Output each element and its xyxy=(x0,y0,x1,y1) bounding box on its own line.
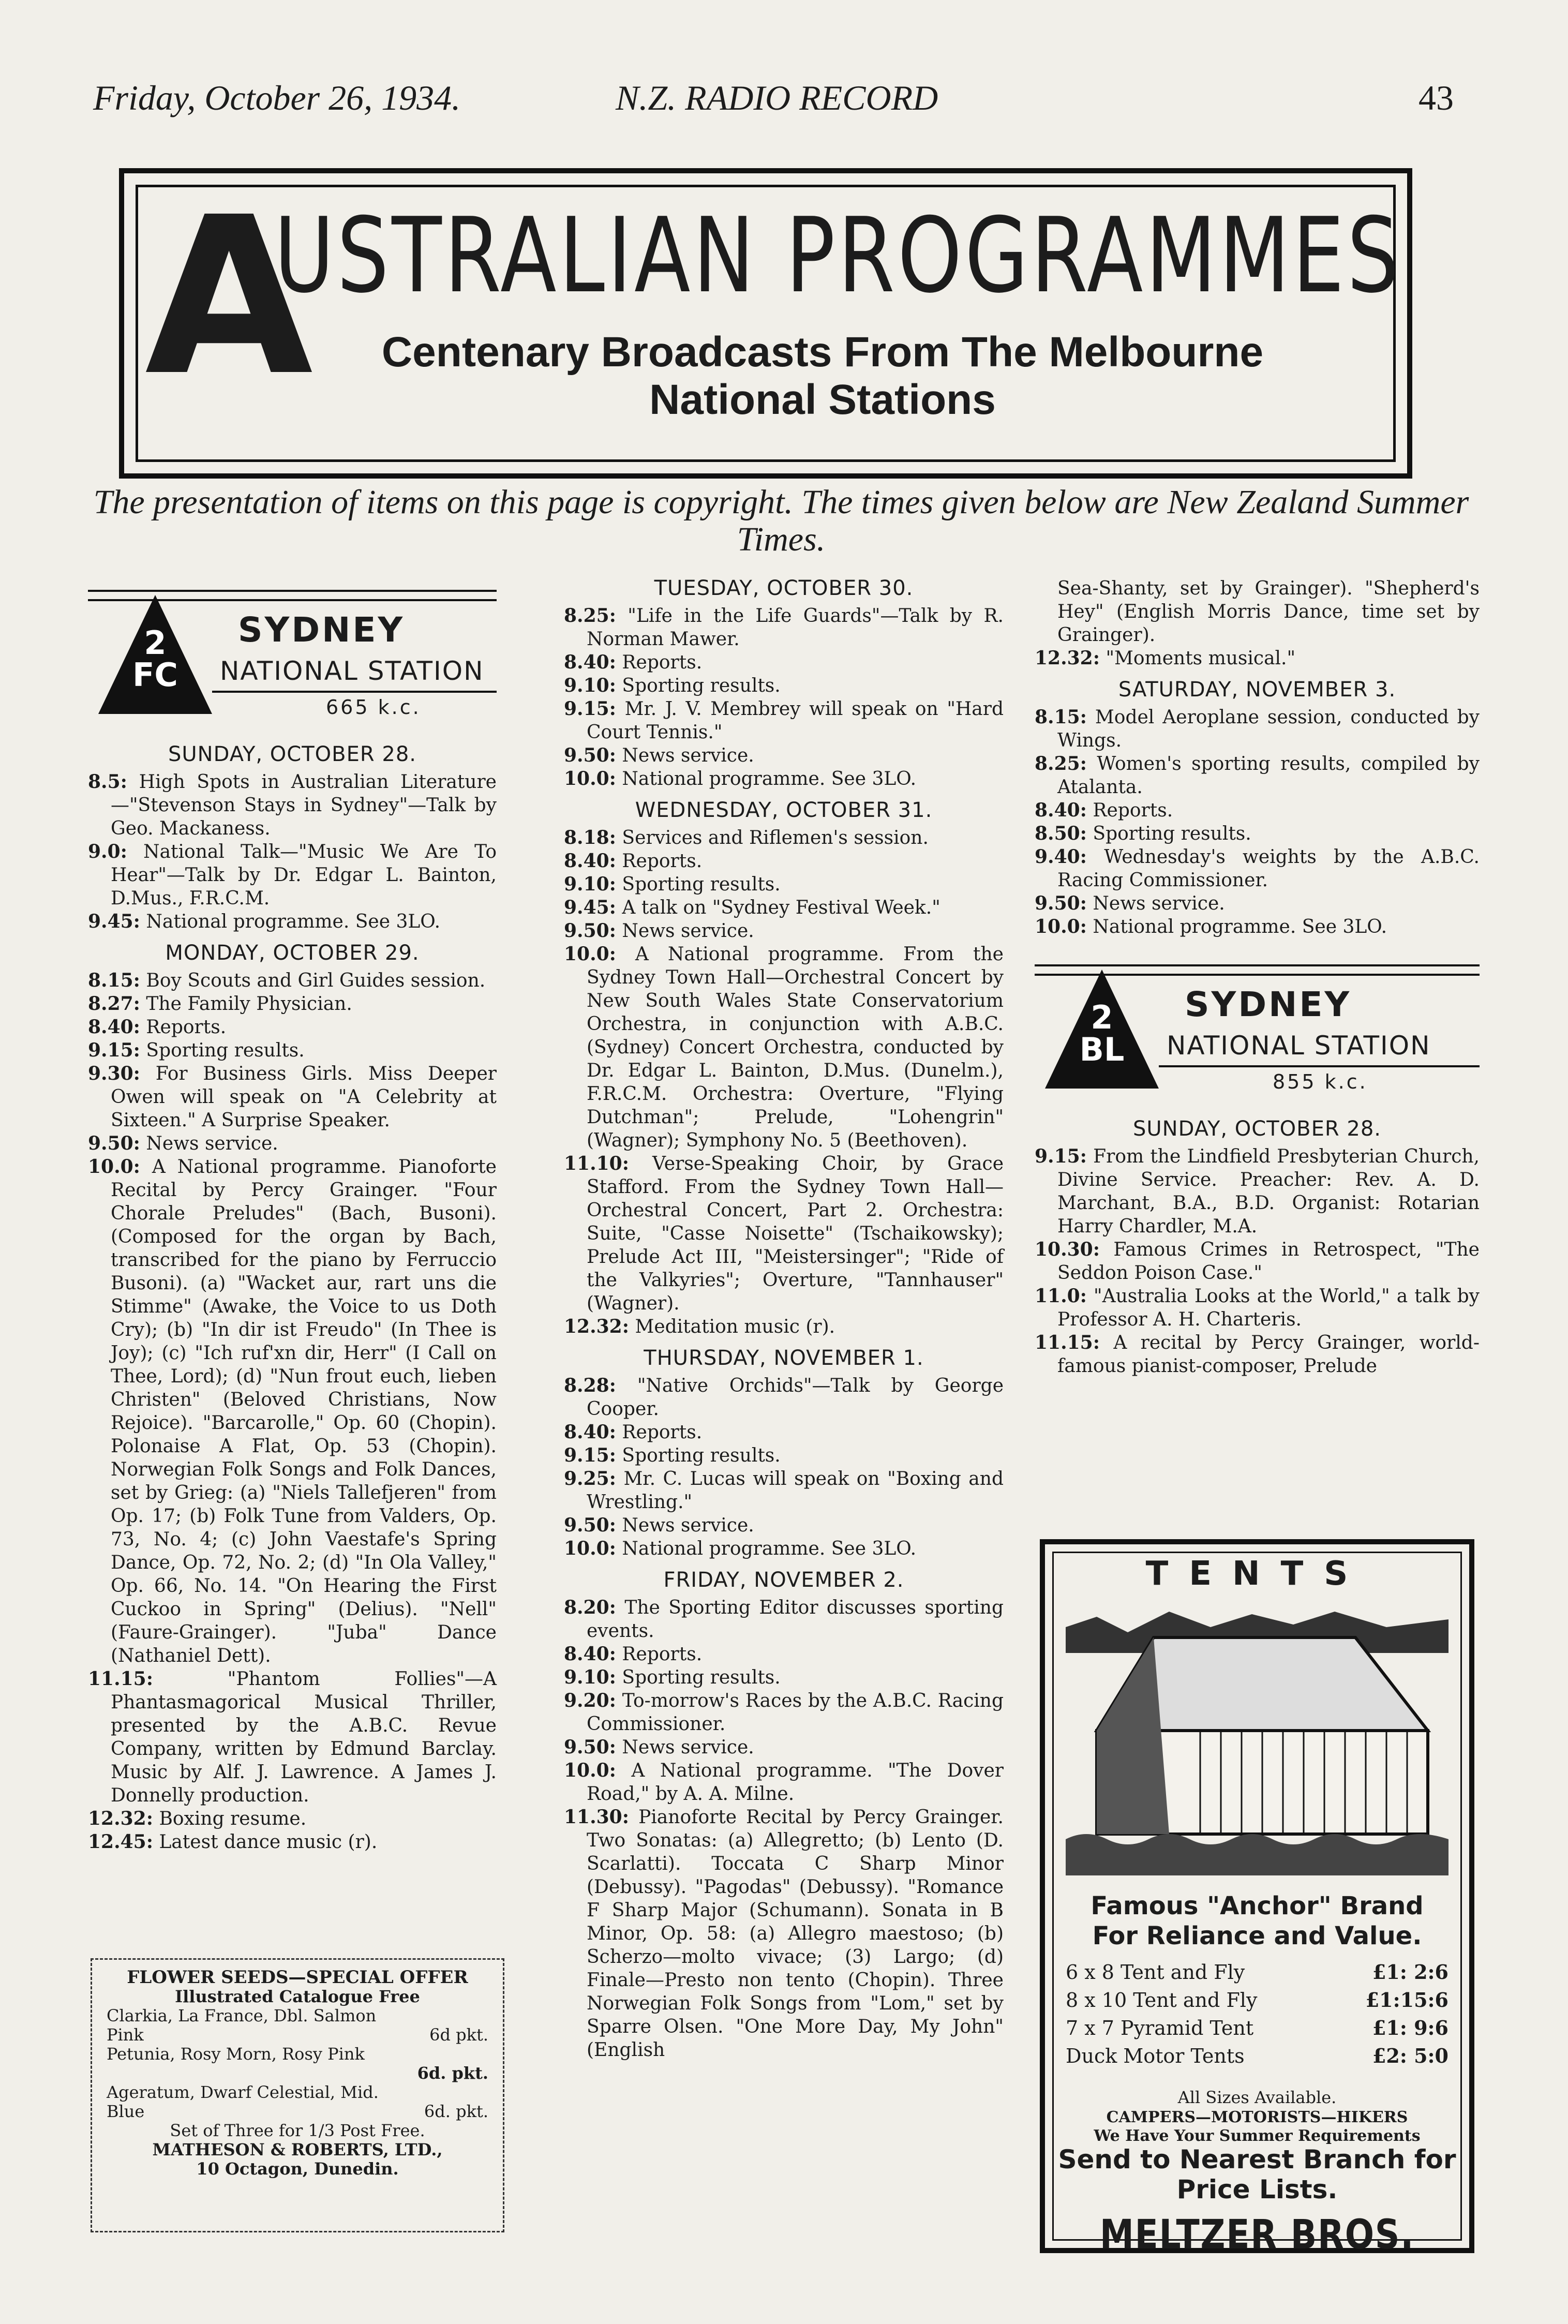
programme-entry xyxy=(564,604,1004,651)
tents-send xyxy=(1045,2144,1469,2204)
entry-time: 8.15: xyxy=(1035,706,1087,728)
programme-entry xyxy=(88,840,497,910)
programme-entry xyxy=(88,1667,497,1807)
seeds-row xyxy=(107,2025,488,2045)
entry-description: Sporting results. xyxy=(616,675,781,696)
entry-time: 9.20: xyxy=(564,1690,616,1711)
programme-entry xyxy=(564,1421,1004,1444)
entry-time: 10.0: xyxy=(564,943,616,965)
entry-time: 9.50: xyxy=(564,920,616,942)
entry-description: Sporting results. xyxy=(1086,823,1251,844)
entry-description: "Phantom Follies"—A Phantasmagorical Musical Thriller, presented by the A.B.C. Revue Company, written by Edmund Barclay. Music by Alf. J. Lawrence. A James J. Donnelly production. xyxy=(111,1668,497,1806)
entry-time: 9.30: xyxy=(88,1063,140,1084)
entry-description: Reports. xyxy=(616,1644,703,1665)
tent-item: 7 x 7 Pyramid Tent xyxy=(1066,2017,1254,2039)
entry-description: Sporting results. xyxy=(140,1040,305,1061)
programme-list xyxy=(564,604,1004,791)
tents-title: TENTS xyxy=(1145,1555,1369,1593)
programme-entry xyxy=(564,744,1004,767)
entry-time: 9.15: xyxy=(564,698,616,720)
entry-time: 8.40: xyxy=(564,651,616,673)
entry-time: 8.40: xyxy=(1035,799,1087,821)
programme-entry xyxy=(564,767,1004,791)
tent-price-row xyxy=(1066,2014,1448,2042)
entry-time: 8.50: xyxy=(1035,823,1087,844)
requirements-line: We Have Your Summer Requirements xyxy=(1094,2127,1421,2145)
tent-item: 8 x 10 Tent and Fly xyxy=(1066,1989,1258,2012)
programme-entry xyxy=(1035,822,1480,845)
tent-item: Duck Motor Tents xyxy=(1066,2045,1245,2067)
banner-title: USTRALIAN PROGRAMMES xyxy=(274,196,1402,316)
tent-price: £1: 2:6 xyxy=(1372,1960,1448,1984)
entry-description: Mr. J. V. Membrey will speak on "Hard Court Tennis." xyxy=(587,698,1004,743)
station-network: NATIONAL STATION xyxy=(220,656,484,686)
programme-list xyxy=(1035,706,1480,938)
entry-description: "Australia Looks at the World," a talk by Professor A. H. Charteris. xyxy=(1057,1286,1480,1330)
entry-time: 9.25: xyxy=(564,1468,616,1489)
day-heading: TUESDAY, OCTOBER 30. xyxy=(654,576,914,600)
entry-time: 9.10: xyxy=(564,675,616,696)
entry-time: 8.40: xyxy=(564,1421,616,1443)
entry-time: 9.50: xyxy=(88,1133,140,1154)
rule-bottom xyxy=(1159,1065,1480,1067)
entry-time: 9.45: xyxy=(564,897,616,918)
entry-time: 9.10: xyxy=(564,873,616,895)
programme-entry xyxy=(88,1132,497,1155)
entry-time: 9.45: xyxy=(88,911,140,932)
tents-campers xyxy=(1045,2108,1469,2146)
entry-time: 8.28: xyxy=(564,1375,616,1396)
entry-time: 12.32: xyxy=(88,1808,154,1829)
entry-time: 8.20: xyxy=(564,1597,616,1618)
brand-line1: Famous "Anchor" Brand xyxy=(1091,1891,1424,1920)
column-2 xyxy=(564,577,1004,2062)
entry-time: 9.15: xyxy=(564,1444,616,1466)
station-frequency: 665 k.c. xyxy=(326,696,421,719)
tent-price: £1: 9:6 xyxy=(1372,2016,1448,2039)
rule-bottom xyxy=(212,691,497,693)
entry-description: News service. xyxy=(616,1515,754,1536)
seeds-line: Clarkia, La France, Dbl. Salmon xyxy=(107,2006,377,2025)
seeds-item: Pink xyxy=(107,2025,144,2045)
rule-top xyxy=(88,590,497,592)
entry-description: Famous Crimes in Retrospect, "The Seddon Poison Case." xyxy=(1057,1239,1480,1284)
seeds-address: 10 Octagon, Dunedin. xyxy=(196,2159,399,2179)
day-heading: SATURDAY, NOVEMBER 3. xyxy=(1118,678,1396,702)
programme-entry xyxy=(88,1155,497,1667)
banner-initial-letter: A xyxy=(145,171,308,424)
copyright-notice: The presentation of items on this page is copyright. The times given below are New Zealand Summer Times. xyxy=(93,483,1469,558)
send-line1: Send to Nearest Branch for xyxy=(1058,2144,1456,2174)
programme-entry xyxy=(1035,1331,1480,1378)
programme-entry xyxy=(1035,845,1480,892)
seeds-offer: Set of Three for 1/3 Post Free. xyxy=(170,2121,425,2140)
tent-price-row xyxy=(1066,1958,1448,1986)
entry-time: 11.15: xyxy=(88,1668,154,1690)
entry-description: Reports. xyxy=(616,851,703,872)
entry-description: Services and Riflemen's session. xyxy=(616,827,929,848)
programme-entry xyxy=(1035,799,1480,822)
programme-entry xyxy=(564,1444,1004,1467)
programme-entry xyxy=(564,697,1004,744)
programme-entry xyxy=(1035,1238,1480,1285)
entry-description: News service. xyxy=(1086,893,1225,914)
entry-time: 9.50: xyxy=(564,744,616,766)
programme-entry xyxy=(564,1736,1004,1759)
entry-description: A recital by Percy Grainger, world-famous pianist-composer, Prelude xyxy=(1057,1332,1480,1377)
entry-time: 8.15: xyxy=(88,970,140,991)
entry-description: Meditation music (r). xyxy=(629,1316,835,1337)
entry-description: To-morrow's Races by the A.B.C. Racing Commissioner. xyxy=(587,1690,1004,1735)
tent-price: £1:15:6 xyxy=(1365,1988,1448,2012)
programme-entry xyxy=(1035,1285,1480,1331)
tent-illustration-icon xyxy=(1066,1596,1448,1875)
entry-description: National Talk—"Music We Are To Hear"—Talk by Dr. Edgar L. Bainton, D.Mus., F.R.C.M. xyxy=(111,841,497,909)
entry-description: The Sporting Editor discusses sporting events. xyxy=(587,1597,1004,1642)
continued-text: Sea-Shanty, set by Grainger). "Shepherd's Hey" (English Morris Dance, time set by Grainger). xyxy=(1057,578,1480,646)
issue-date: Friday, October 26, 1934. xyxy=(93,78,461,117)
entry-time: 12.32: xyxy=(1035,647,1100,669)
programme-entry xyxy=(564,896,1004,919)
entry-time: 11.0: xyxy=(1035,1285,1087,1307)
seeds-price: 6d pkt. xyxy=(429,2025,488,2045)
programme-entry xyxy=(564,943,1004,1152)
programme-entry xyxy=(564,919,1004,943)
entry-description: Women's sporting results, compiled by Atalanta. xyxy=(1057,753,1480,798)
entry-time: 8.40: xyxy=(88,1016,140,1038)
tent-price: £2: 5:0 xyxy=(1372,2044,1448,2067)
entry-description: Reports. xyxy=(616,652,703,673)
entry-description: News service. xyxy=(616,1737,754,1758)
column-3 xyxy=(1035,577,1480,1378)
programme-entry xyxy=(88,1807,497,1830)
entry-time: 9.40: xyxy=(1035,846,1087,868)
seeds-firm: MATHESON & ROBERTS, LTD., xyxy=(152,2140,443,2159)
programme-entry xyxy=(88,1062,497,1132)
entry-time: 11.15: xyxy=(1035,1332,1100,1353)
tents-sizes: All Sizes Available. xyxy=(1177,2088,1337,2107)
entry-time: 10.30: xyxy=(1035,1239,1100,1260)
seeds-line: Petunia, Rosy Morn, Rosy Pink xyxy=(107,2044,365,2064)
day-heading: SUNDAY, OCTOBER 28. xyxy=(168,742,416,766)
programme-entry xyxy=(88,992,497,1016)
entry-time: 10.0: xyxy=(1035,916,1087,937)
entry-time: 8.18: xyxy=(564,827,616,848)
seeds-price: 6d. pkt. xyxy=(417,2063,488,2083)
banner-subtitle xyxy=(331,329,1314,424)
tent-price-row xyxy=(1066,2042,1448,2070)
tent-price-list xyxy=(1066,1958,1448,2070)
seeds-price: 6d. pkt. xyxy=(424,2102,488,2121)
seeds-item: Blue xyxy=(107,2102,145,2121)
programme-entry xyxy=(564,1152,1004,1315)
entry-time: 8.40: xyxy=(564,1643,616,1665)
programme-entry xyxy=(88,969,497,992)
entry-description: Boy Scouts and Girl Guides session. xyxy=(140,970,486,991)
entry-description: News service. xyxy=(140,1133,278,1154)
entry-description: High Spots in Australian Literature—"Stevenson Stays in Sydney"—Talk by Geo. Mackaness. xyxy=(111,771,497,839)
entry-time: 9.0: xyxy=(88,841,127,862)
entry-description: "Native Orchids"—Talk by George Cooper. xyxy=(587,1375,1004,1420)
entry-time: 8.27: xyxy=(88,993,140,1015)
day-heading: WEDNESDAY, OCTOBER 31. xyxy=(635,798,933,822)
seeds-catalogue: Illustrated Catalogue Free xyxy=(175,1987,420,2006)
programme-entry xyxy=(564,1689,1004,1736)
entry-description: For Business Girls. Miss Deeper Owen will speak on "A Celebrity at Sixteen." A Surprise Speaker. xyxy=(111,1063,497,1131)
entry-time: 8.5: xyxy=(88,771,127,793)
seeds-title: FLOWER SEEDS—SPECIAL OFFER xyxy=(127,1967,468,1988)
programme-list xyxy=(88,969,497,1854)
entry-description: "Life in the Life Guards"—Talk by R. Norman Mawer. xyxy=(587,605,1004,650)
programme-entry xyxy=(564,1806,1004,2062)
entry-time: 12.32: xyxy=(564,1316,630,1337)
station-code: 2 BL xyxy=(1079,999,1125,1068)
programme-entry xyxy=(88,1830,497,1854)
tents-firm: MELTZER BROS. xyxy=(1099,2212,1415,2258)
entry-time: 11.30: xyxy=(564,1806,630,1828)
programme-entry xyxy=(564,1374,1004,1421)
running-head xyxy=(93,67,1459,124)
programme-entry xyxy=(564,873,1004,896)
brand-line2: For Reliance and Value. xyxy=(1092,1921,1422,1950)
entry-time: 9.10: xyxy=(564,1666,616,1688)
tent-price-row xyxy=(1066,1986,1448,2014)
programme-list xyxy=(564,1374,1004,1560)
programme-entry xyxy=(1035,915,1480,938)
tents-brand xyxy=(1045,1891,1469,1951)
entry-description: Wednesday's weights by the A.B.C. Racing Commissioner. xyxy=(1057,846,1480,891)
station-city: SYDNEY xyxy=(238,610,405,650)
station-city: SYDNEY xyxy=(1185,985,1352,1024)
day-heading: THURSDAY, NOVEMBER 1. xyxy=(644,1346,924,1370)
entry-time: 9.15: xyxy=(1035,1145,1087,1167)
programme-entry xyxy=(1035,752,1480,799)
programme-entry xyxy=(564,1666,1004,1689)
entry-time: 8.25: xyxy=(1035,753,1087,774)
entry-description: Sporting results. xyxy=(616,874,781,895)
entry-description: The Family Physician. xyxy=(140,993,352,1015)
programme-list xyxy=(88,770,497,933)
day-heading: MONDAY, OCTOBER 29. xyxy=(165,941,420,965)
programme-entry xyxy=(564,1537,1004,1560)
entry-time: 8.25: xyxy=(564,605,616,627)
entry-description: Model Aeroplane session, conducted by Wings. xyxy=(1057,707,1480,751)
programme-list xyxy=(1035,1145,1480,1378)
programme-entry xyxy=(88,770,497,840)
station-network: NATIONAL STATION xyxy=(1167,1031,1431,1061)
entry-time: 10.0: xyxy=(564,768,616,789)
programme-entry xyxy=(564,1596,1004,1643)
seeds-line: Ageratum, Dwarf Celestial, Mid. xyxy=(107,2082,379,2102)
programme-entry xyxy=(1035,1145,1480,1238)
day-heading: FRIDAY, NOVEMBER 2. xyxy=(663,1568,904,1592)
programme-entry xyxy=(564,1514,1004,1537)
programme-entry xyxy=(1035,647,1480,670)
programme-entry xyxy=(564,826,1004,850)
entry-time: 8.40: xyxy=(564,850,616,872)
title-banner xyxy=(119,168,1412,479)
entry-time: 10.0: xyxy=(564,1760,616,1781)
tent-item: 6 x 8 Tent and Fly xyxy=(1066,1961,1245,1984)
entry-description: National programme. See 3LO. xyxy=(140,911,441,932)
entry-description: Sporting results. xyxy=(616,1667,781,1688)
column-1 xyxy=(88,585,497,1854)
programme-entry xyxy=(564,1643,1004,1666)
publication-name: N.Z. RADIO RECORD xyxy=(616,78,938,117)
programme-list xyxy=(564,1596,1004,2062)
campers-line: CAMPERS—MOTORISTS—HIKERS xyxy=(1106,2108,1408,2126)
entry-time: 9.50: xyxy=(564,1736,616,1758)
programme-entry xyxy=(564,1315,1004,1338)
entry-description: News service. xyxy=(616,745,754,766)
flower-seeds-advert xyxy=(91,1958,504,2232)
station-frequency: 855 k.c. xyxy=(1273,1070,1368,1093)
entry-description: National programme. See 3LO. xyxy=(1086,916,1387,937)
programme-entry xyxy=(88,1016,497,1039)
station-2bl-logo xyxy=(1035,959,1480,1109)
entry-description: National programme. See 3LO. xyxy=(616,768,917,789)
day-heading: SUNDAY, OCTOBER 28. xyxy=(1133,1117,1381,1141)
entry-description: Boxing resume. xyxy=(153,1808,307,1829)
tents-advert xyxy=(1040,1539,1474,2258)
entry-description: Latest dance music (r). xyxy=(153,1831,378,1853)
programme-entry xyxy=(88,1039,497,1062)
programme-entry xyxy=(564,674,1004,697)
banner-subtitle-line1: Centenary Broadcasts From The Melbourne xyxy=(381,329,1264,376)
entry-description: From the Lindfield Presbyterian Church, Divine Service. Preacher: Rev. A. D. Marchant, B.A., B.D. Organist: Rotarian Harry Chardler, M.A. xyxy=(1057,1146,1480,1237)
rule-top xyxy=(1035,964,1480,966)
send-line2: Price Lists. xyxy=(1176,2174,1338,2204)
entry-description: National programme. See 3LO. xyxy=(616,1538,917,1559)
programme-entry xyxy=(1035,706,1480,752)
entry-time: 9.50: xyxy=(564,1514,616,1536)
entry-description: Mr. C. Lucas will speak on "Boxing and Wrestling." xyxy=(587,1468,1004,1513)
programme-entry xyxy=(1035,892,1480,915)
entry-description: A National programme. From the Sydney Town Hall—Orchestral Concert by New South Wales State Conservatorium Orchestra, in conjunction with A.B.C. (Sydney) Concert Orchestra, conducted by Dr. Edgar L. Bainton, D.Mus. (Dunelm.), F.R.C.M. Orchestra: Overture, "Flying Dutchman"; Prelude, "Lohengrin" (Wagner); Symphony No. 5 (Beethoven). xyxy=(587,944,1004,1151)
entry-description: A talk on "Sydney Festival Week." xyxy=(616,897,940,918)
entry-time: 10.0: xyxy=(564,1538,616,1559)
programme-entry xyxy=(564,1759,1004,1806)
entry-description: Reports. xyxy=(1086,800,1173,821)
entry-description: A National programme. Pianoforte Recital by Percy Grainger. "Four Chorale Preludes" (Bach, Busoni). (Composed for the organ by Bach, transcribed for the piano by Ferruccio Busoni). (a) "Wacket aur, rart uns die Stimme" (Awake, the Voice to us Doth Cry); (b) "In dir ist Freudo" (In Thee is Joy); (c) "Ich ruf'xn dir, Herr" (I Call on Thee, Lord); (d) "Nun frout euch, lieben Christen" (Beloved Christians, Now Rejoice). "Barcarolle," Op. 60 (Chopin). Polonaise A Flat, Op. 53 (Chopin). Norwegian Folk Songs and Folk Dances, set by Grieg: (a) "Niels Tallefjeren" from Op. 17; (b) Folk Tune from Valders, Op. 73, No. 4; (c) John Vaestafe's Spring Dance, Op. 72, No. 2; (d) "In Ola Valley," Op. 66, No. 14. "On Hearing the First Cuckoo in Spring" (Delius). "Nell" (Faure-Grainger). "Juba" Dance (Nathaniel Dett). xyxy=(111,1156,497,1666)
entry-description: News service. xyxy=(616,920,754,942)
programme-list xyxy=(564,826,1004,1338)
page-number: 43 xyxy=(1418,78,1454,117)
entry-description: "Moments musical." xyxy=(1106,648,1296,669)
station-2fc-logo xyxy=(88,585,497,735)
programme-entry xyxy=(564,1467,1004,1514)
entry-description: Reports. xyxy=(140,1017,227,1038)
programme-entry xyxy=(564,850,1004,873)
entry-time: 9.15: xyxy=(88,1039,140,1061)
station-code: 2 FC xyxy=(132,624,178,694)
entry-time: 11.10: xyxy=(564,1153,630,1174)
entry-description: Pianoforte Recital by Percy Grainger. Two Sonatas: (a) Allegretto; (b) Lento (D. Scarlatti). Toccata C Sharp Minor (Debussy). "Pagodas" (Debussy). "Romance F Sharp Major (Schumann). Sonata in B Minor, Op. 58: (a) Allegro maestoso; (b) Scherzo—molto vivace; (3) Largo; (d) Finale—Presto non tento (Chopin). Three Norwegian Folk Songs from "Lom," set by Sparre Olsen. "One More Day, My John" (English xyxy=(587,1807,1004,2061)
entry-description: A National programme. "The Dover Road," by A. A. Milne. xyxy=(587,1760,1004,1805)
entry-time: 9.50: xyxy=(1035,892,1087,914)
entry-time: 12.45: xyxy=(88,1831,154,1853)
entry-description: Sporting results. xyxy=(616,1445,781,1466)
programme-entry xyxy=(564,651,1004,674)
banner-subtitle-line2: National Stations xyxy=(649,376,996,423)
entry-description: Reports. xyxy=(616,1422,703,1443)
entry-time: 10.0: xyxy=(88,1156,140,1178)
programme-entry xyxy=(88,910,497,933)
seeds-row xyxy=(107,2102,488,2121)
entry-description: Verse-Speaking Choir, by Grace Stafford. From the Sydney Town Hall—Orchestral Concert, Part 2. Orchestra: Suite, "Casse Noisette" (Tschaikowsky); Prelude Act III, "Meistersinger"; "Ride of the Valkyries"; Overture, "Tannhauser" (Wagner). xyxy=(587,1153,1004,1314)
